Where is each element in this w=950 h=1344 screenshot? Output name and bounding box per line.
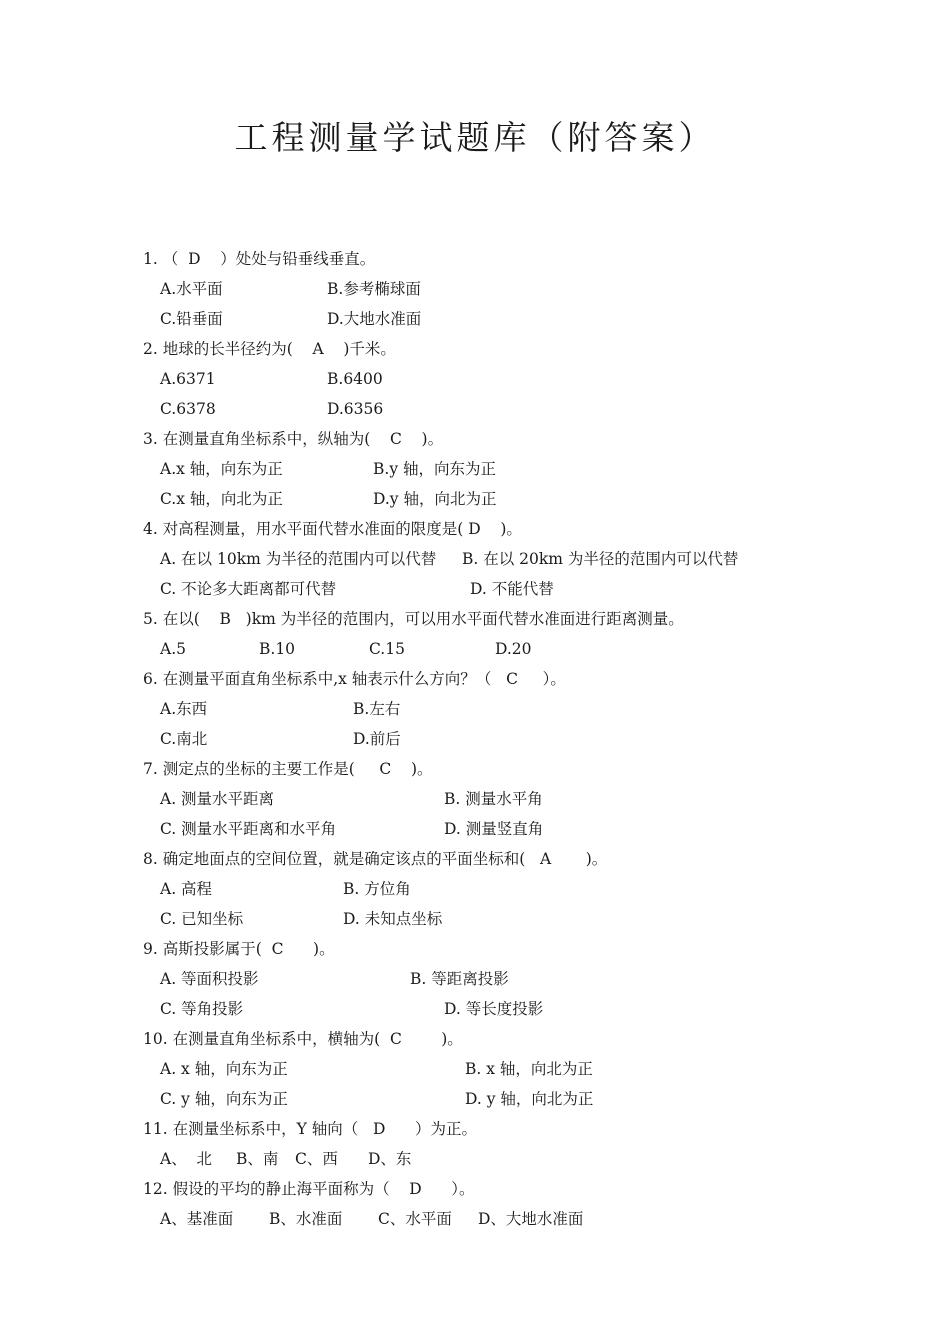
question-6-option-c: C.南北 bbox=[160, 730, 208, 748]
question-3-option-c: C.x 轴，向北为正 bbox=[160, 490, 283, 508]
question-4-option-c: C. 不论多大距离都可代替 bbox=[160, 580, 337, 598]
question-7-option-c: C. 测量水平距离和水平角 bbox=[160, 820, 337, 838]
question-12-stem: 12. 假设的平均的静止海平面称为（ D ）。 bbox=[143, 1180, 475, 1198]
question-6-option-b: B.左右 bbox=[353, 700, 401, 718]
question-9-option-c: C. 等角投影 bbox=[160, 1000, 244, 1018]
question-10-stem: 10. 在测量直角坐标系中，横轴为( C )。 bbox=[143, 1030, 463, 1048]
question-7-option-b: B. 测量水平角 bbox=[444, 790, 543, 808]
question-2-option-c: C.6378 bbox=[160, 400, 216, 418]
question-6-stem: 6. 在测量平面直角坐标系中,x 轴表示什么方向？（ C ）。 bbox=[143, 670, 566, 688]
question-10-option-a: A. x 轴，向东为正 bbox=[160, 1060, 288, 1078]
question-2-option-d: D.6356 bbox=[327, 400, 384, 418]
question-1-option-d: D.大地水准面 bbox=[327, 310, 422, 328]
question-10-option-b: B. x 轴，向北为正 bbox=[465, 1060, 593, 1078]
question-9-option-b: B. 等距离投影 bbox=[410, 970, 509, 988]
question-12-option-c: C、水平面 bbox=[378, 1210, 452, 1228]
question-6-option-d: D.前后 bbox=[353, 730, 401, 748]
question-5-option-c: C.15 bbox=[369, 640, 405, 658]
question-2-stem: 2. 地球的长半径约为( A )千米。 bbox=[143, 340, 396, 358]
page-title: 工程测量学试题库（附答案） bbox=[234, 118, 716, 157]
question-2-option-b: B.6400 bbox=[327, 370, 383, 388]
question-1-option-a: A.水平面 bbox=[160, 280, 223, 298]
question-10-option-d: D. y 轴，向北为正 bbox=[465, 1090, 594, 1108]
question-7-stem: 7. 测定点的坐标的主要工作是( C )。 bbox=[143, 760, 433, 778]
question-11-option-d: D、东 bbox=[368, 1150, 412, 1168]
question-11-option-a: A、 北 bbox=[160, 1150, 213, 1168]
question-1-option-c: C.铅垂面 bbox=[160, 310, 223, 328]
question-8-option-a: A. 高程 bbox=[160, 880, 213, 898]
question-7-option-a: A. 测量水平距离 bbox=[160, 790, 275, 808]
question-5-option-b: B.10 bbox=[259, 640, 296, 658]
question-11-stem: 11. 在测量坐标系中，Y 轴向（ D ）为正。 bbox=[143, 1120, 478, 1138]
question-2-option-a: A.6371 bbox=[160, 370, 216, 388]
question-10-option-c: C. y 轴，向东为正 bbox=[160, 1090, 288, 1108]
question-12-option-d: D、大地水准面 bbox=[478, 1210, 584, 1228]
question-1-option-b: B.参考椭球面 bbox=[327, 280, 421, 298]
question-4-option-b: B. 在以 20km 为半径的范围内可以代替 bbox=[462, 550, 739, 568]
question-11-option-c: C、西 bbox=[295, 1150, 338, 1168]
question-5-option-d: D.20 bbox=[495, 640, 532, 658]
question-3-option-d: D.y 轴，向北为正 bbox=[373, 490, 497, 508]
question-7-option-d: D. 测量竖直角 bbox=[444, 820, 544, 838]
question-8-option-c: C. 已知坐标 bbox=[160, 910, 244, 928]
question-4-option-d: D. 不能代替 bbox=[470, 580, 554, 598]
question-8-option-b: B. 方位角 bbox=[343, 880, 411, 898]
question-1-stem: 1. （ D ）处处与铅垂线垂直。 bbox=[143, 250, 376, 268]
question-5-stem: 5. 在以( B )km 为半径的范围内，可以用水平面代替水准面进行距离测量。 bbox=[143, 610, 684, 628]
question-3-option-a: A.x 轴，向东为正 bbox=[160, 460, 283, 478]
question-9-option-d: D. 等长度投影 bbox=[444, 1000, 544, 1018]
question-8-option-d: D. 未知点坐标 bbox=[343, 910, 443, 928]
question-9-stem: 9. 高斯投影属于( C )。 bbox=[143, 940, 335, 958]
question-6-option-a: A.东西 bbox=[160, 700, 208, 718]
question-4-stem: 4. 对高程测量，用水平面代替水准面的限度是( D )。 bbox=[143, 520, 522, 538]
question-3-stem: 3. 在测量直角坐标系中，纵轴为( C )。 bbox=[143, 430, 444, 448]
question-8-stem: 8. 确定地面点的空间位置，就是确定该点的平面坐标和( A )。 bbox=[143, 850, 608, 868]
question-12-option-a: A、基准面 bbox=[160, 1210, 234, 1228]
question-3-option-b: B.y 轴，向东为正 bbox=[373, 460, 497, 478]
question-9-option-a: A. 等面积投影 bbox=[160, 970, 259, 988]
question-12-option-b: B、水准面 bbox=[269, 1210, 343, 1228]
question-5-option-a: A.5 bbox=[160, 640, 186, 658]
question-11-option-b: B、南 bbox=[236, 1150, 279, 1168]
question-4-option-a: A. 在以 10km 为半径的范围内可以代替 bbox=[160, 550, 437, 568]
